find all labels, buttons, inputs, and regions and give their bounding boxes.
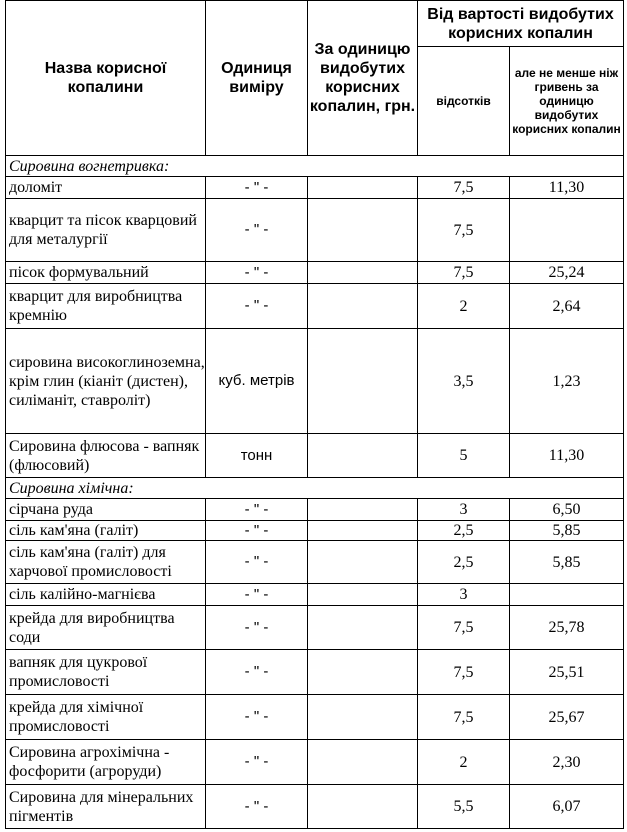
- unit-cell: - " -: [206, 695, 308, 740]
- min-uah-cell: 5,85: [510, 521, 624, 541]
- section-row: [6, 478, 624, 499]
- header-percent: відсотків: [418, 47, 510, 156]
- header-mineral-name: Назва корисної копалини: [6, 1, 206, 156]
- min-uah-cell: 6,50: [510, 499, 624, 521]
- percent-cell: 3,5: [418, 329, 510, 434]
- table-row: [6, 434, 624, 478]
- rate-cell: [308, 650, 418, 695]
- rate-cell: [308, 695, 418, 740]
- percent-cell: 7,5: [418, 606, 510, 650]
- tax-rates-table: [5, 0, 624, 829]
- table-row: [6, 785, 624, 829]
- percent-cell: 7,5: [418, 199, 510, 262]
- table-row: [6, 541, 624, 584]
- header-unit: Одиниця виміру: [206, 1, 308, 156]
- table-row: [6, 740, 624, 785]
- table-row: [6, 499, 624, 521]
- table-row: [6, 521, 624, 541]
- rate-cell: [308, 521, 418, 541]
- min-uah-cell: 2,30: [510, 740, 624, 785]
- table-row: [6, 177, 624, 199]
- mineral-name: сіль кам'яна (галіт) для харчової промисловості: [6, 541, 206, 584]
- percent-cell: 7,5: [418, 177, 510, 199]
- mineral-name: пісок формувальний: [6, 262, 206, 284]
- mineral-name: сіль калійно-магнієва: [6, 584, 206, 606]
- table-row: [6, 284, 624, 329]
- unit-cell: - " -: [206, 740, 308, 785]
- unit-cell: - " -: [206, 650, 308, 695]
- mineral-name: сіль кам'яна (галіт): [6, 521, 206, 541]
- unit-cell: - " -: [206, 541, 308, 584]
- percent-cell: 5: [418, 434, 510, 478]
- rate-cell: [308, 541, 418, 584]
- table-row: [6, 199, 624, 262]
- min-uah-cell: 11,30: [510, 434, 624, 478]
- rate-cell: [308, 199, 418, 262]
- percent-cell: 3: [418, 499, 510, 521]
- mineral-name: Сировина для мінеральних пігментів: [6, 785, 206, 829]
- percent-cell: 7,5: [418, 650, 510, 695]
- unit-cell: - " -: [206, 785, 308, 829]
- mineral-name: крейда для хімічної промисловості: [6, 695, 206, 740]
- percent-cell: 3: [418, 584, 510, 606]
- unit-cell: - " -: [206, 606, 308, 650]
- min-uah-cell: 11,30: [510, 177, 624, 199]
- table-row: [6, 329, 624, 434]
- rate-cell: [308, 584, 418, 606]
- rate-cell: [308, 329, 418, 434]
- header-rate-per-unit: За одиницю видобутих корисних копалин, грн.: [308, 1, 418, 156]
- min-uah-cell: 2,64: [510, 284, 624, 329]
- unit-cell: тонн: [206, 434, 308, 478]
- min-uah-cell: 1,23: [510, 329, 624, 434]
- section-row: [6, 156, 624, 177]
- rate-cell: [308, 740, 418, 785]
- table-row: [6, 695, 624, 740]
- rate-cell: [308, 262, 418, 284]
- table-row: [6, 584, 624, 606]
- percent-cell: 5,5: [418, 785, 510, 829]
- min-uah-cell: [510, 199, 624, 262]
- rate-cell: [308, 284, 418, 329]
- min-uah-cell: 25,67: [510, 695, 624, 740]
- mineral-name: вапняк для цукрової промисловості: [6, 650, 206, 695]
- section-title: Сировина вогнетривка:: [6, 156, 624, 177]
- mineral-name: крейда для виробництва соди: [6, 606, 206, 650]
- min-uah-cell: 6,07: [510, 785, 624, 829]
- min-uah-cell: [510, 584, 624, 606]
- mineral-name: Сировина агрохімічна - фосфорити (агроруди): [6, 740, 206, 785]
- mineral-name: сірчана руда: [6, 499, 206, 521]
- min-uah-cell: 25,24: [510, 262, 624, 284]
- rate-cell: [308, 499, 418, 521]
- mineral-name: кварцит та пісок кварцовий для металургії: [6, 199, 206, 262]
- unit-cell: - " -: [206, 521, 308, 541]
- mineral-name: Сировина флюсова - вапняк (флюсовий): [6, 434, 206, 478]
- rate-cell: [308, 177, 418, 199]
- mineral-name: кварцит для виробництва кремнію: [6, 284, 206, 329]
- rate-cell: [308, 606, 418, 650]
- percent-cell: 2,5: [418, 521, 510, 541]
- percent-cell: 2: [418, 284, 510, 329]
- unit-cell: - " -: [206, 499, 308, 521]
- mineral-name: доломіт: [6, 177, 206, 199]
- table-row: [6, 650, 624, 695]
- min-uah-cell: 5,85: [510, 541, 624, 584]
- header-value-group: Від вартості видобутих корисних копалин: [418, 1, 624, 47]
- percent-cell: 7,5: [418, 262, 510, 284]
- unit-cell: - " -: [206, 284, 308, 329]
- unit-cell: - " -: [206, 199, 308, 262]
- mineral-name: сировина високоглиноземна, крім глин (кіаніт (дистен), силіманіт, ставроліт): [6, 329, 206, 434]
- unit-cell: - " -: [206, 262, 308, 284]
- table-row: [6, 262, 624, 284]
- unit-cell: - " -: [206, 177, 308, 199]
- percent-cell: 2,5: [418, 541, 510, 584]
- rate-cell: [308, 434, 418, 478]
- percent-cell: 7,5: [418, 695, 510, 740]
- unit-cell: куб. метрів: [206, 329, 308, 434]
- percent-cell: 2: [418, 740, 510, 785]
- rate-cell: [308, 785, 418, 829]
- min-uah-cell: 25,78: [510, 606, 624, 650]
- unit-cell: - " -: [206, 584, 308, 606]
- section-title: Сировина хімічна:: [6, 478, 624, 499]
- table-row: [6, 606, 624, 650]
- header-min-uah: але не менше ніж гривень за одиницю видобутих корисних копалин: [510, 47, 624, 156]
- min-uah-cell: 25,51: [510, 650, 624, 695]
